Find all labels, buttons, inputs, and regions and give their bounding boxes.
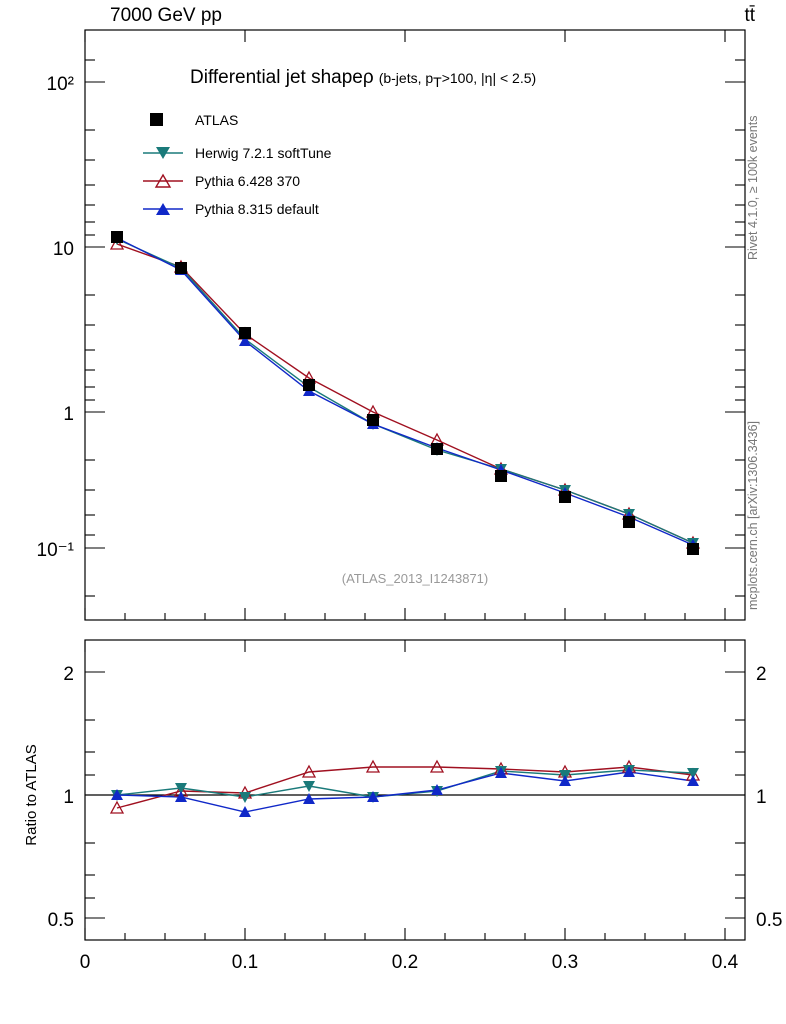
curve-herwig [117,239,693,543]
legend-label-pythia6: Pythia 6.428 370 [195,173,301,189]
ratio-ytick-05-right: 0.5 [756,910,783,931]
markers-pythia8 [111,232,699,550]
header-left: 7000 GeV pp [110,5,222,26]
side-label-mcplots: mcplots.cern.ch [arXiv:1306.3436] [746,421,760,610]
ratio-curves [111,761,699,817]
watermark-label: (ATLAS_2013_I1243871) [341,571,489,586]
main-ytick-100: 10² [46,74,74,95]
ratio-ylabel: Ratio to ATLAS [23,744,40,846]
xtick-02: 0.2 [391,952,419,973]
plot-title-main: Differential jet shape [190,67,363,88]
legend-label-atlas: ATLAS [195,112,239,128]
ratio-ytick-05: 0.5 [47,910,74,931]
legend-label-pythia8: Pythia 8.315 default [195,201,319,217]
plot-title-sub-pt: T [433,74,442,90]
main-panel-frame [85,30,745,620]
curve-pythia8 [117,238,693,545]
xtick-01: 0.1 [231,952,259,973]
plot-title-sub-end: >100, |η| < 2.5) [441,70,537,86]
legend [143,112,332,217]
ratio-ytick-2: 2 [63,664,74,685]
curve-pythia6 [117,244,693,543]
legend-marker-atlas [150,113,163,126]
markers-herwig [111,234,699,549]
main-curves [111,231,699,555]
main-ytick-0p1: 10⁻¹ [36,540,74,561]
plot-title [190,67,536,90]
main-ytick-10: 10 [52,239,74,260]
ratio-ytick-2-right: 2 [756,664,767,685]
main-y-ticks [85,30,745,620]
plot-title-sub: (b-jets, p [378,70,434,86]
plot-title-rho: ρ [362,67,374,88]
xtick-03: 0.3 [551,952,579,973]
side-label-rivet: Rivet 4.1.0, ≥ 100k events [746,115,760,260]
main-ytick-1: 1 [63,404,74,425]
ratio-ytick-1-right: 1 [756,787,767,808]
markers-pythia6 [111,238,699,548]
xtick-0: 0 [79,952,91,973]
ratio-markers-herwig [111,765,699,803]
header-right: tt̄ [744,5,755,26]
xtick-04: 0.4 [711,952,739,973]
legend-label-herwig: Herwig 7.2.1 softTune [195,145,332,161]
ratio-ytick-1: 1 [63,787,74,808]
markers-atlas [111,231,699,555]
